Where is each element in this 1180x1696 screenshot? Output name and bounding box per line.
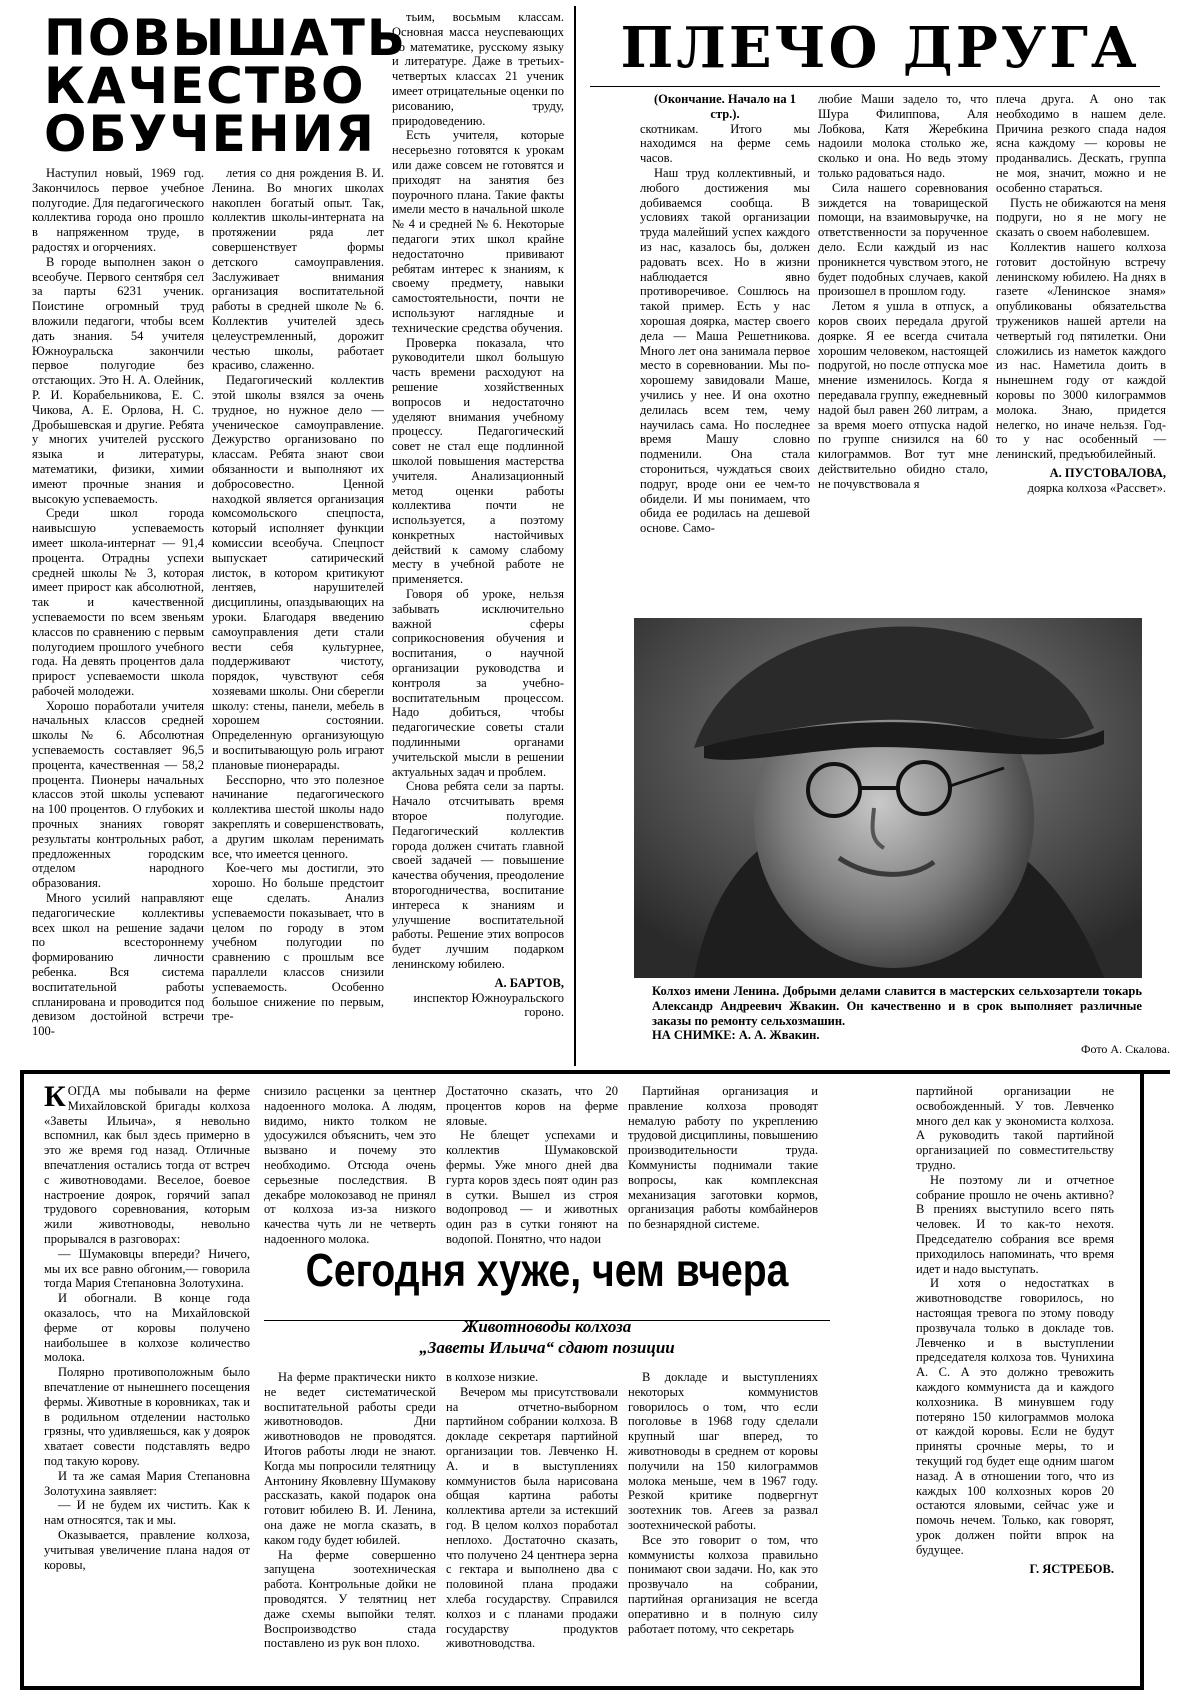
paragraph: Все это говорит о том, что коммунисты колхоза правильно понимают свои задачи. Но, как это прозвучало на собрании, партийная организация не всегда оперативно и в полную силу работает потому, что секретарь bbox=[628, 1532, 818, 1636]
paragraph: Не блещет успехами и коллектив Шумаковской фермы. Уже много дней два гурта коров здесь поят один раз в сутки. Вышел из строя водопровод — и животных один раз в сутки гоняют на водопой. Понятно, что надои bbox=[446, 1128, 618, 1246]
continuation-note: (Окончание. Начало на 1 стр.). bbox=[654, 92, 796, 121]
drop-cap: К bbox=[44, 1080, 66, 1113]
article3-top-col2 bbox=[264, 1084, 436, 1246]
article3-col5 bbox=[916, 1084, 1114, 1688]
paragraph: Сила нашего соревнования зиждется на товарищеской помощи, на взаимовыручке, на ответственности за порученное дело. Если каждый из нас проникнется чувством этого, не будет подобных случаев, какой произошел в прошлом году. bbox=[818, 180, 988, 299]
paragraph: Бесспорно, что это полезное начинание педагогического коллектива шестой школы надо закреплять и совершенствовать, а другим школам перенимать все, что имеется ценного. bbox=[212, 772, 384, 861]
subhead-line: „Заветы Ильича“ сдают позиции bbox=[419, 1338, 675, 1357]
section-separator bbox=[20, 1070, 1170, 1074]
paragraph: Проверка показала, что руководители школ большую часть времени расходуют на решение хозяйственных вопросов и недостаточно уделяют внимания учебному процессу. Педагогический совет не стал еще подлинной школой повышения мастерства учителя. Анализационный метод оценки работы коллектива почти не используется, а поэтому конкретных настойчивых действий к самому слабому месту в учебной работе не применяется. bbox=[392, 335, 564, 587]
paragraph: партийной организации не освобожденный. У тов. Левченко много дел как у экономиста колхоза. А руководить такой партийной организацией по совместительству трудно. bbox=[916, 1084, 1114, 1172]
paragraph: На ферме практически никто не ведет систематической воспитательной работы среди животноводов. Дни животноводов не проводятся. Итогов работы люди не знают. Когда мы попросили телятницу Антонину Яковлевну Шумакову рассказать, какой подарок она готовит юбилею В. И. Ленина, она даже не могла сказать, в каком году будет юбилей. bbox=[264, 1370, 436, 1547]
article2-col2 bbox=[818, 92, 988, 604]
paragraph: — Шумаковцы впереди? Ничего, мы их все равно обгоним,— говорила тогда Мария Степановна Золотухина. bbox=[44, 1246, 250, 1291]
paragraph: Полярно противоположным было впечатление от нынешнего посещения фермы. Животные в коровниках, так и в родильном отделении настолько грязны, что удивляешься, как у доярок хватает совести подставлять ведро под такую корову. bbox=[44, 1365, 250, 1468]
frame-rule bbox=[1140, 1070, 1144, 1690]
paragraph: Оказывается, правление колхоза, учитывая увеличение плана надоя от коровы, bbox=[44, 1527, 250, 1572]
paragraph: Наступил новый, 1969 год. Закончилось первое учебное полугодие. Для педагогического коллектива города оно прошло в напряженном труде, в радостях и огорчениях. bbox=[32, 166, 204, 254]
article3-headline: Сегодня хуже, чем вчера bbox=[305, 1244, 789, 1296]
paragraph: — И не будем их чистить. Как к нам относятся, так и мы. bbox=[44, 1498, 250, 1528]
paragraph: Достаточно сказать, что 20 процентов коров на ферме яловые. bbox=[446, 1084, 618, 1128]
paragraph: И хотя о недостатках в животноводстве говорилось, но настоящая тревога по этому поводу прозвучала только в докладе тов. Левченко и в выступлении председателя колхоза тов. Чунихина А. С. А это должно тревожить каждого коммуниста да и каждого колхозника. В минувшем году потеряно 150 килограммов молока от каждой коровы. Если не будут приняты срочные меры, то и текущий год будет еще одним шагом назад. А в отношении того, что из каждых 100 колхозных коров 20 остаются яловыми, сейчас уже и помочь нечем. Только, как говорят, урок должен пойти впрок на будущее. bbox=[916, 1276, 1114, 1557]
article3-bottom-col4 bbox=[628, 1370, 818, 1688]
article3-top-col3 bbox=[446, 1084, 618, 1246]
frame-rule bbox=[20, 1070, 24, 1690]
article3-top-col1 bbox=[44, 1080, 250, 1688]
article1-col2 bbox=[212, 166, 384, 1066]
paragraph: Летом я ушла в отпуск, а коров своих передала другой доярке. Я ее всегда считала хорошим человеком, настоящей подругой, но после отпуска мое мнение изменилось. Когда я передавала группу, ежедневный надой был равен 260 литрам, а за время моего отпуска надой по группе снизился на 60 килограммов. Вот тут мне действительно обидно стало, не почувствовала я bbox=[818, 299, 988, 491]
paragraph: Кое-чего мы достигли, это хорошо. Но больше предстоит еще сделать. Анализ успеваемости показывает, что в целом по городу в этом учебном полугодии по сравнению с прошлым все параллели классов снизили успеваемость. Особенно большое снижение по первым, тре- bbox=[212, 861, 384, 1024]
column-rule bbox=[574, 6, 576, 1066]
paragraph: тьим, восьмым классам. Основная масса неуспевающих по математике, русскому языку и литературе. Даже в третьих-четвертых классах 21 ученик имеет отрицательные оценки по рисованию, труду, природоведению. bbox=[392, 10, 564, 128]
paragraph: любие Маши задело то, что Шура Филиппова, Аля Лобкова, Катя Жеребкина надоили молока столько же, сколько и она. Но ведь этому только радоваться надо. bbox=[818, 92, 988, 180]
paragraph: В городе выполнен закон о всеобуче. Первого сентября сел за парты 6231 ученик. Поистине огромный труд вложили педагоги, чтобы всем дать знания. 54 учителя Южноуральска закончили первое полугодие без отстающих. Это Н. А. Олейник, Р. И. Корабельникова, Е. С. Чикова, А. Е. Орлова, Н. С. Дробышевская и другие. Ребята у многих учителей русского языка и литературы, математики, физики, химии имеют прочные знания и высокую успеваемость. bbox=[32, 254, 204, 506]
paragraph: Среди школ города наивысшую успеваемость имеет школа-интернат — 91,4 процента. Отрадны успехи средней школы № 3, которая имеет прирост как абсолютной, так и качественной успеваемости по всем звеньям классов по сравнению с первым полугодием прошлого учебного года. На девять процентов дала прирост успеваемости школа рабочей молодежи. bbox=[32, 506, 204, 698]
article2-signature-title: доярка колхоза «Рассвет». bbox=[1027, 480, 1166, 495]
paragraph: Говоря об уроке, нельзя забывать исключительно важной сферы соприкосновения обучения и воспитания, о научной организации руководства и контроля за учебно-воспитательным процессом. Надо добиться, чтобы педагогические советы стали подлинными органами учительской мысли в решении актуальных задач и проблем. bbox=[392, 587, 564, 779]
paragraph: скотникам. Итого мы находимся на ферме семь часов. bbox=[640, 121, 810, 166]
article3-subhead bbox=[264, 1316, 830, 1358]
article2-col3 bbox=[996, 92, 1166, 604]
paragraph: И та же самая Мария Степановна Золотухина заявляет: bbox=[44, 1468, 250, 1498]
paragraph: снизило расценки за центнер надоенного молока. А людям, видимо, никто толком не удосужился объяснить, чем это вызвано и почему это необходимо. Отсюда очень серьезные последствия. В декабре молокозавод не принял от колхоза из-за низкого качества чуть ли не четверть надоенного молока. bbox=[264, 1084, 436, 1246]
photo-caption: Колхоз имени Ленина. Добрыми делами славится в мастерских сельхозартели токарь Александр Андреевич Жвакин. Он качественно и в срок выполняет различные заказы по ремонту сельхозмашин. bbox=[652, 984, 1142, 1028]
frame-rule bbox=[20, 1686, 1144, 1690]
article1-signature: А. БАРТОВ, bbox=[494, 975, 564, 990]
article1-col1 bbox=[32, 166, 204, 1066]
paragraph: И обогнали. В конце года оказалось, что на Михайловской ферме от коровы получено наибольшее в колхозе количество молока. bbox=[44, 1291, 250, 1365]
article1-headline: ПОВЫШАТЬ КАЧЕСТВО ОБУЧЕНИЯ bbox=[44, 9, 407, 163]
paragraph: Партийная организация и правление колхоза проводят немалую работу по укреплению трудовой дисциплины, повышению производительности труда. Коммунисты поднимали такие вопросы, как комплексная механизация заготовки кормов, организация работы комбайнеров по безнарядной системе. bbox=[628, 1084, 818, 1232]
headline-rule bbox=[590, 86, 1160, 87]
portrait-illustration bbox=[634, 618, 1142, 978]
paragraph: КОГДА мы побывали на ферме Михайловской бригады колхоза «Заветы Ильича», я невольно вспомнил, как был здесь примерно в это же время год назад. Отличные впечатления остались тогда от встреч с животноводами. Веселое, боевое настроение доярок, горячий запал трудового соревнования, которым жили животноводы, невольно прорывался в разговорах: bbox=[44, 1080, 250, 1246]
paragraph: Снова ребята сели за парты. Начало отсчитывать время второе полугодие. Педагогический коллектив города должен считать главной своей задачей — повышение качества обучения, преодоление второгодничества, воспитание интереса к знаниям и улучшение воспитательной работы. Решение этих вопросов будет лучшим подарком ленинскому юбилею. bbox=[392, 779, 564, 971]
article1-col3 bbox=[392, 10, 564, 1072]
paragraph: летия со дня рождения В. И. Ленина. Во многих школах накоплен богатый опыт. Так, коллектив школы-интерната на протяжении ряда лет совершенствует формы детского самоуправления. Заслуживает внимания организация воспитательной работы в средней школе № 6. Коллектив учителей здесь целеустремленный, дорожит честью школы, работает красиво, слаженно. bbox=[212, 166, 384, 373]
paragraph: Педагогический коллектив этой школы взялся за очень трудное, но нужное дело — ученическое самоуправление. Дежурство организовано по классам. Ребята знают свои обязанности и выполняют их добросовестно. Ценной находкой является организация комсомольского спецпоста, который исполняет функции комиссии всеобуча. Спецпост выпускает сатирический листок, в котором критикуют лентяев, нарушителей дисциплины, опаздывающих на уроки. Благодаря введению самоуправления дети стали вести себя культурнее, поддерживают чистоту, порядок, чувствуют себя хозяевами школы. Они сберегли школу: стены, панели, мебель в хорошем состоянии. Определенную организующую и воспитывающую роль играют плановые пионерарады. bbox=[212, 373, 384, 772]
paragraph: В докладе и выступлениях некоторых коммунистов говорилось о том, что если поголовье в 1968 году сделали крупный шаг вперед, то животноводы в среднем от коровы получили на 150 килограммов молока меньше, чем в 1967 году. Резкой критике подвергнут зоотехник тов. Агеев за развал зоотехнической работы. bbox=[628, 1370, 818, 1532]
paragraph: Коллектив нашего колхоза готовит достойную встречу ленинскому юбилею. На днях в газете «Ленинское знамя» опубликованы обязательства тружеников нашей артели на четвертый год пятилетки. Они сложились из наметок каждого из нас. Наметила дoить в нынешнем году от каждой коровы по 3000 килограммов молока. Знаю, придется нелегко, но иначе нельзя. Год-то у нас особенный — ленинский, предъюбилейный. bbox=[996, 239, 1166, 462]
photo-credit: Фото А. Скалова. bbox=[1081, 1042, 1170, 1056]
paragraph: На ферме совершенно запущена зоотехническая работа. Контрольные дойки не проводятся. У телятниц нет даже схемы выпойки телят. Воспроизводство стада поставлено из рук вон плохо. bbox=[264, 1547, 436, 1651]
article3-bottom-col2 bbox=[264, 1370, 436, 1688]
article1-signature-title: инспектор Южноуральского гороно. bbox=[413, 990, 564, 1020]
paragraph: Не поэтому ли и отчетное собрание прошло не очень активно? В прениях выступило всего пять человек. И то как-то нехотя. Председателю собрания все время приходилось напоминать, что время идет и надо выступать. bbox=[916, 1172, 1114, 1276]
article3-top-col4 bbox=[628, 1084, 818, 1234]
article2-signature: А. ПУСТОВАЛОВА, bbox=[1049, 465, 1166, 480]
paragraph: плеча друга. А оно так необходимо в нашем деле. Причина резкого спада надоя ясна каждому — коровы не проданвались. Дескать, группа не моя, значит, можно и не особенно стараться. bbox=[996, 92, 1166, 195]
paragraph: в колхозе низкие. bbox=[446, 1370, 539, 1384]
paragraph: Пусть не обижаются на меня подруги, но я не могу не сказать о своем наболевшем. bbox=[996, 195, 1166, 240]
article3-bottom-col3 bbox=[446, 1370, 618, 1688]
paragraph: Много усилий направляют педагогические коллективы всех школ на решение задачи по всестороннему формированию личности ребенка. Вся система воспитательной работы спланирована и проводится под девизом достойной встречи 100- bbox=[32, 891, 204, 1039]
paragraph: Хорошо поработали учителя начальных классов средней школы № 6. Абсолютная успеваемость составляет 96,5 процента, качественная — 58,2 процента. Пионеры начальных классов этой школы успевают на 100 процентов. О глубоких и прочных знаниях говорят результаты контрольных работ, предложенных городским отделом народного образования. bbox=[32, 698, 204, 891]
subhead-line: Животноводы колхоза bbox=[462, 1317, 632, 1336]
paragraph: Вечером мы присутствовали на отчетно-выборном партийном собрании колхоза. В докладе секретаря партийной организации тов. Левченко Н. А. и в выступлениях коммунистов была нарисована общая картина работы коллектива артели за истекший год. В целом колхоз поработал неплохо. Достаточно сказать, что получено 24 центнера зерна с гектара и выполнено два с половиной плана продажи хлеба государству. Справился колхоз и с планами продажи государству продуктов животноводства. bbox=[446, 1384, 618, 1651]
portrait-photo bbox=[634, 618, 1142, 978]
photo-subject: НА СНИМКЕ: А. А. Жвакин. bbox=[652, 1028, 820, 1042]
paragraph: Наш труд коллективный, и любого достижения мы добиваемся сообща. В условиях такой организации труда малейший успех каждого из нас, казалось бы, должен радовать всех. Но в жизни наблюдается явно противоречивое. Сошлюсь на такой пример. Есть у нас хорошая доярка, мастер своего дела — Маша Решетникова. Много лет она занимала первое место в соревновании. Мы по-хорошему завидовали Маше, учились у нее. И она охотно делилась всем тем, чему научилась сама. Но последнее время Машу словно подменили. Она стала сторониться, чуждаться своих подруг, вроде они ее чем-то обидели. И мы понимаем, что обида ее родилась на дешевой основе. Само- bbox=[640, 165, 810, 536]
article2-col1 bbox=[640, 92, 810, 604]
article2-headline: ПЛЕЧО ДРУГА bbox=[620, 15, 1140, 81]
article3-signature: Г. ЯСТРЕБОВ. bbox=[1029, 1561, 1114, 1576]
paragraph: Есть учителя, которые несерьезно готовятся к урокам или даже совсем не готовятся и приходят на занятия без поурочного плана. Такие факты имели место в начальной школе № 4 и средней № 6. Некоторые педагоги этих школ крайне недостаточно прививают ребятам интерес к знаниям, к своему предмету, навыки самостоятельности, почти не используют наглядные и технические средства обучения. bbox=[392, 128, 564, 335]
